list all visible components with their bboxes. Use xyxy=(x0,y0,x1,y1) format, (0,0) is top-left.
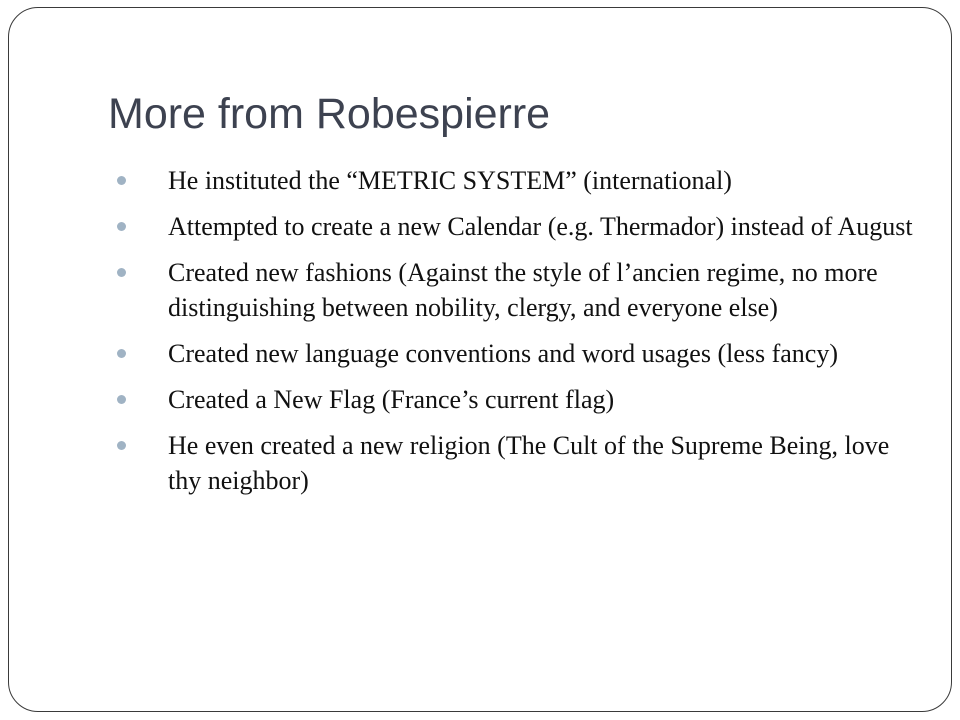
bullet-item-calendar xyxy=(113,209,913,244)
bullet-text: Created new language conventions and word usages (less fancy) xyxy=(168,339,838,368)
bullet-item-metric-system xyxy=(113,163,913,198)
bullet-list xyxy=(113,163,913,509)
bullet-text: Attempted to create a new Calendar (e.g. Thermador) instead of August xyxy=(168,212,913,241)
slide-title: More from Robespierre xyxy=(108,90,551,138)
bullet-item-language xyxy=(113,336,913,371)
bullet-dot-icon xyxy=(117,395,126,404)
bullet-dot-icon xyxy=(117,268,126,277)
bullet-text: Created a New Flag (France’s current flag) xyxy=(168,385,615,414)
bullet-dot-icon xyxy=(117,222,126,231)
bullet-dot-icon xyxy=(117,176,126,185)
bullet-text: Created new fashions (Against the style of l’ancien regime, no more distinguishing between nobility, clergy, and everyone else) xyxy=(168,258,878,322)
bullet-text: He instituted the “METRIC SYSTEM” (international) xyxy=(168,166,732,195)
slide-frame xyxy=(8,7,952,712)
bullet-text: He even created a new religion (The Cult of the Supreme Being, love thy neighbor) xyxy=(168,431,890,495)
bullet-dot-icon xyxy=(117,349,126,358)
bullet-item-flag xyxy=(113,382,913,417)
bullet-item-fashions xyxy=(113,255,913,325)
bullet-item-religion xyxy=(113,428,913,498)
bullet-dot-icon xyxy=(117,441,126,450)
